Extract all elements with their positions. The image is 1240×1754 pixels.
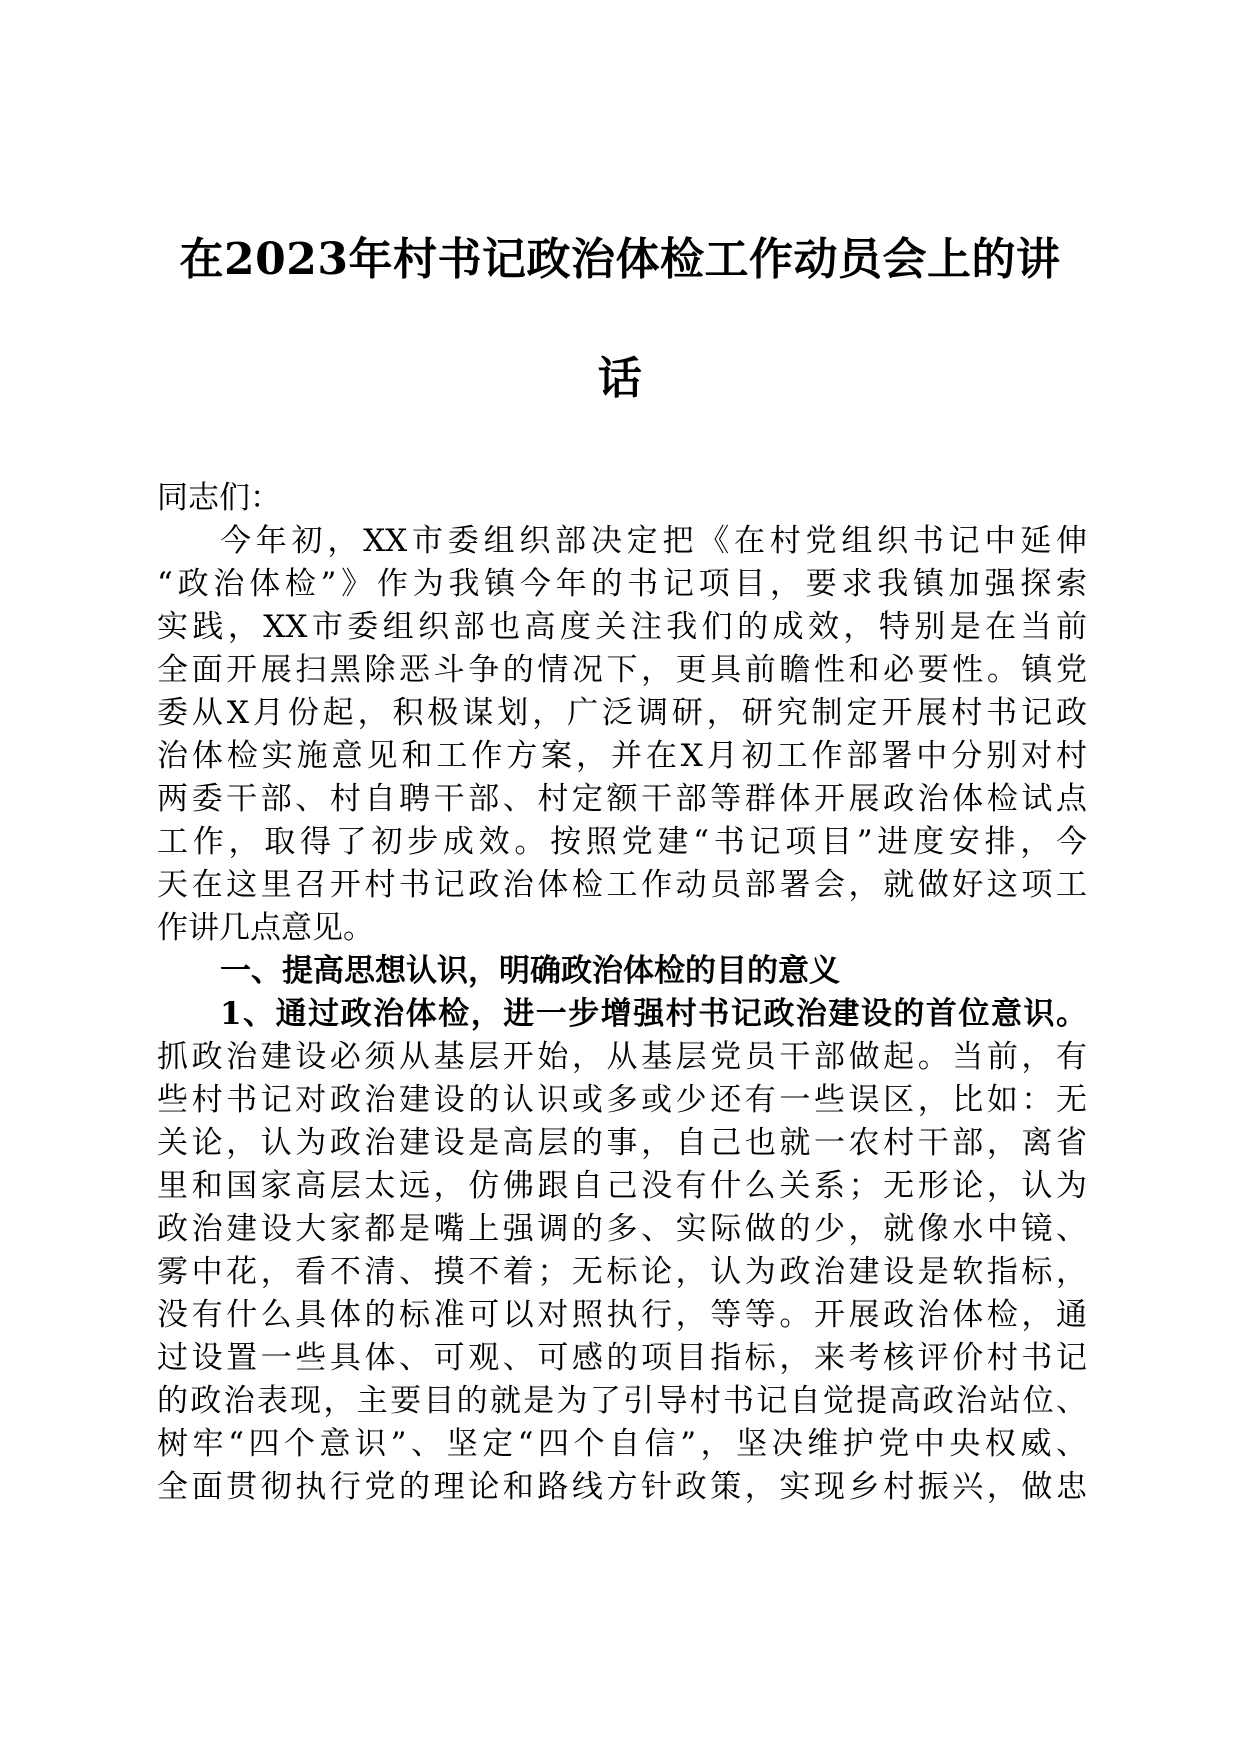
paragraph-1-line: 全面开展扫黑除恶斗争的情况下，更具前瞻性和必要性。镇党 — [157, 652, 1087, 688]
paragraph-1-line: 委从X月份起，积极谋划，广泛调研，研究制定开展村书记政 — [157, 695, 1087, 731]
paragraph-2-line: 过设置一些具体、可观、可感的项目指标，来考核评价村书记 — [157, 1340, 1087, 1376]
paragraph-1-line: 两委干部、村自聘干部、村定额干部等群体开展政治体检试点 — [157, 781, 1087, 817]
paragraph-2-line: 里和国家高层太远，仿佛跟自己没有什么关系；无形论，认为 — [157, 1168, 1087, 1204]
paragraph-1-line: 治体检实施意见和工作方案，并在X月初工作部署中分别对村 — [157, 738, 1087, 774]
document-title-line-1: 在2023年村书记政治体检工作动员会上的讲 — [179, 234, 1061, 285]
paragraph-1-line: 作讲几点意见。 — [157, 910, 374, 946]
paragraph-1-line: 天在这里召开村书记政治体检工作动员部署会，就做好这项工 — [157, 867, 1087, 903]
subsection-1-heading: 1、通过政治体检，进一步增强村书记政治建设的首位意识。 — [220, 996, 1087, 1032]
document-title-line-2: 话 — [597, 353, 643, 404]
section-1-heading: 一、提高思想认识，明确政治体检的目的意义 — [220, 953, 840, 989]
paragraph-2-line: 雾中花，看不清、摸不着；无标论，认为政治建设是软指标， — [157, 1254, 1087, 1290]
paragraph-2-line: 抓政治建设必须从基层开始，从基层党员干部做起。当前，有 — [157, 1039, 1087, 1075]
paragraph-2-line: 树牢“四个意识”、坚定“四个自信”，坚决维护党中央权威、 — [157, 1426, 1087, 1462]
paragraph-2-line: 关论，认为政治建设是高层的事，自己也就一农村干部，离省 — [157, 1125, 1087, 1161]
paragraph-2-line: 的政治表现，主要目的就是为了引导村书记自觉提高政治站位、 — [157, 1383, 1087, 1419]
paragraph-2-line: 些村书记对政治建设的认识或多或少还有一些误区，比如：无 — [157, 1082, 1087, 1118]
paragraph-1-line: 今年初，XX市委组织部决定把《在村党组织书记中延伸 — [220, 523, 1087, 559]
paragraph-1-line: 工作，取得了初步成效。按照党建“书记项目”进度安排，今 — [157, 824, 1087, 860]
salutation: 同志们： — [157, 480, 281, 516]
paragraph-2-line: 全面贯彻执行党的理论和路线方针政策，实现乡村振兴，做忠 — [157, 1469, 1087, 1505]
paragraph-2-line: 没有什么具体的标准可以对照执行，等等。开展政治体检，通 — [157, 1297, 1087, 1333]
paragraph-1-line: 实践，XX市委组织部也高度关注我们的成效，特别是在当前 — [157, 609, 1087, 645]
paragraph-1-line: “政治体检”》作为我镇今年的书记项目，要求我镇加强探索 — [157, 566, 1087, 602]
paragraph-2-line: 政治建设大家都是嘴上强调的多、实际做的少，就像水中镜、 — [157, 1211, 1087, 1247]
